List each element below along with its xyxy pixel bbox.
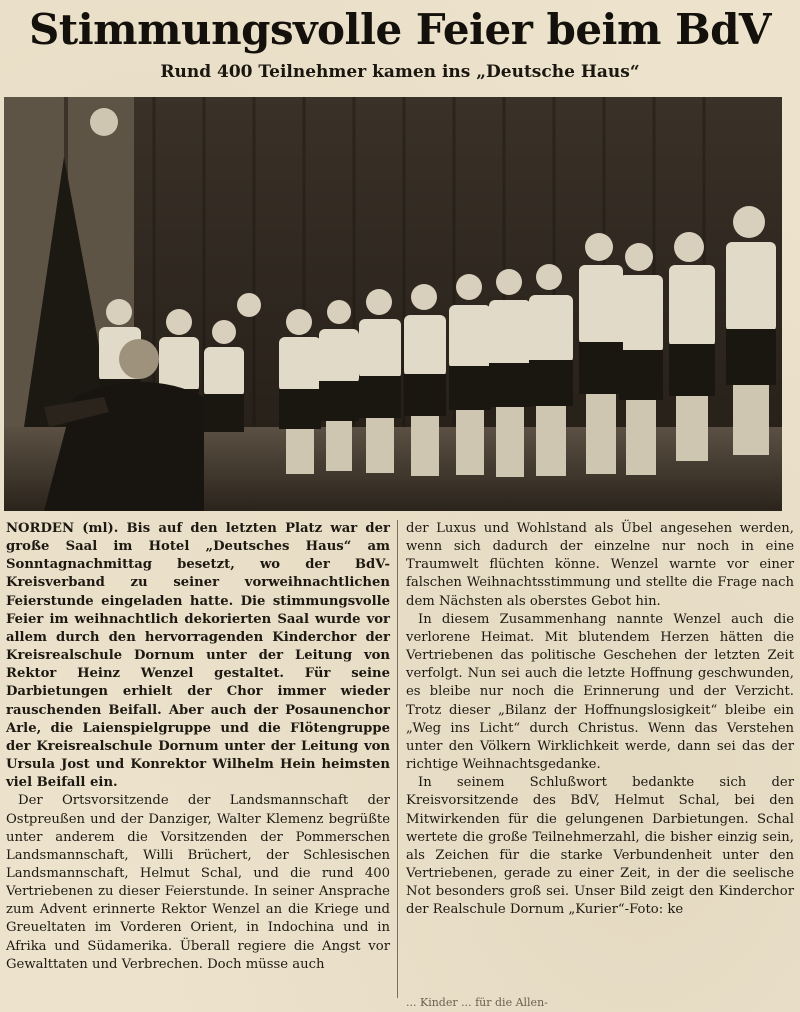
cut-off-text: ... Kinder ... für die Allen- <box>406 996 548 1009</box>
article-paragraph: NORDEN (ml). Bis auf den letzten Platz war der große Saal im Hotel „Deutsches Haus“ am Sonntagnachmittag besetzt, wo der BdV-Kreisverband zu seiner vorweihnachtlichen Feierstunde eingeladen hatte. Die stimmungsvolle Feier im weihnachtlich dekorierten Saal wurde vor allem durch den hervorragenden Kinderchor der Kreisrealschule Dornum unter der Leitung von Rektor Heinz Wenzel gestaltet. Für seine Darbietungen erhielt der Chor immer wieder rauschenden Beifall. Aber auch der Posaunenchor Arle, die Laienspielgruppe und die Flötengruppe der Kreisrealschule Dornum unter der Leitung von Ursula Jost und Konrektor Wilhelm Hein heimsten viel Beifall ein. <box>6 521 390 791</box>
article-paragraph: Der Ortsvorsitzende der Landsmannschaft der Ostpreußen und der Danziger, Walter Klemenz begrüßte unter anderem die Vorsitzenden der Pommerschen Landsmannschaft, Willi Brüchert, der Schlesischen Landsmannschaft, Helmut Schal, und die rund 400 Vertriebenen zu dieser Feierstunde. In seiner Ansprache zum Advent erinnerte Rektor Wenzel an die Kriege und Greueltaten im Vorderen Orient, in Indochina und in Afrika und Südamerika. Überall regiere die Angst vor Gewalttaten und Verbrechen. Doch müsse auch <box>6 793 390 972</box>
article-column-right <box>406 520 794 919</box>
article-paragraph: In diesem Zusammenhang nannte Wenzel auch die verlorene Heimat. Mit blutendem Herzen hätten die Vertriebenen das politische Geschehen der letzten Zeit verfolgt. Nun sei auch die letzte Hoffnung geschwunden, es bleibe nur noch die Erinnerung und der Verzicht. Trotz dieser „Bilanz der Hoffnungslosigkeit“ bleibe ein „Weg ins Licht“ durch Christus. Wenn das Verstehen unter den Völkern Wirklichkeit werde, dann sei das der richtige Weihnachtsgedanke. <box>406 611 794 773</box>
subheadline: Rund 400 Teilnehmer kamen ins „Deutsche Haus“ <box>160 62 640 82</box>
headline: Stimmungsvolle Feier beim BdV <box>28 5 772 54</box>
choir-photo-illustration <box>4 97 782 511</box>
article-paragraph: der Luxus und Wohlstand als Übel angesehen werden, wenn sich dadurch der einzelne nur noch in eine Traumwelt flüchten könne. Wenzel warnte vor einer falschen Weihnachtsstimmung und stellte die Frage nach dem Nächsten als oberstes Gebot hin. <box>406 521 794 609</box>
column-divider <box>397 520 398 998</box>
article-photo <box>4 97 782 511</box>
article-column-left <box>6 520 390 974</box>
article-paragraph: In seinem Schlußwort bedankte sich der Kreisvorsitzende des BdV, Helmut Schal, bei den Mitwirkenden für die gelungenen Darbietungen. Schal wertete die große Teilnehmerzahl, die bisher einzig sein, als Zeichen für die starke Verbundenheit unter den Vertriebenen, gerade zu einer Zeit, in der die seelische Not besonders groß sei. Unser Bild zeigt den Kinderchor der Realschule Dornum „Kurier“-Foto: ke <box>406 775 794 918</box>
